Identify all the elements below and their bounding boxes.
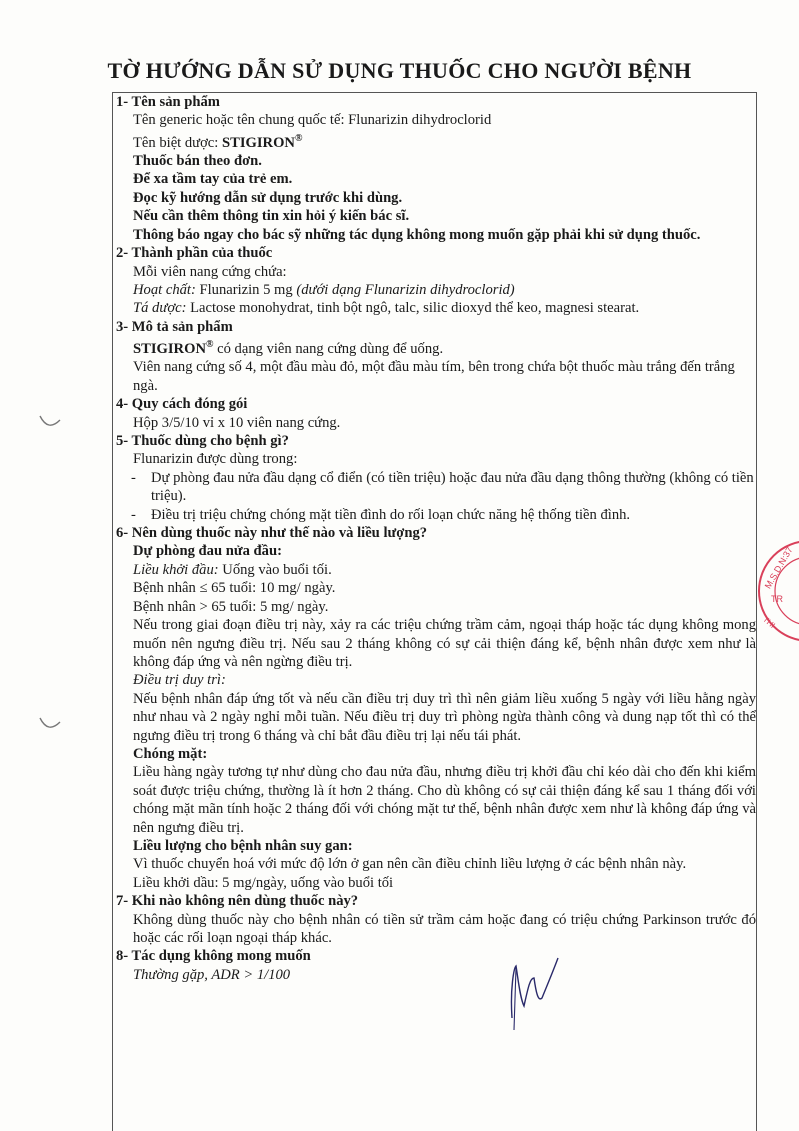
punch-mark-icon bbox=[36, 712, 66, 736]
leaflet-body bbox=[116, 93, 756, 984]
excipients-value: Lactose monohydrat, tinh bột ngô, talc, silic dioxyd thể keo, magnesi stearat. bbox=[186, 300, 640, 317]
warning-prescription: Thuốc bán theo đơn. bbox=[133, 153, 262, 170]
active-note: (dưới dạng Flunarizin dihydroclorid) bbox=[296, 281, 515, 298]
brand-name: STIGIRON bbox=[221, 134, 295, 151]
bullet-dash: - bbox=[131, 506, 136, 523]
section-8-heading: 8- Tác dụng không mong muốn bbox=[116, 948, 311, 965]
composition-intro: Mỗi viên nang cứng chứa: bbox=[133, 263, 287, 280]
section-4-heading: 4- Quy cách đóng gói bbox=[116, 396, 248, 413]
indication-item bbox=[116, 469, 756, 506]
vertigo-paragraph: Liều hàng ngày tương tự như dùng cho đau nửa đầu, nhưng điều trị khởi đầu chỉ kéo dài cho đến khi kiểm soát được triệu chứng, thường là ít hơn 2 tháng. Cho dù không có sự cải thiện đáng kể sau 1 tháng đối với chóng mặt mãn tính hoặc 2 tháng đối với chóng mặt tư thế, bệnh nhân được xem như là không đáp ứng và nên ngưng điều trị. bbox=[133, 764, 756, 836]
starting-dose bbox=[116, 561, 756, 579]
generic-name: Tên generic hoặc tên chung quốc tế: Flunarizin dihydroclorid bbox=[133, 112, 492, 129]
excipients bbox=[116, 299, 756, 317]
section-7-heading: 7- Khi nào không nên dùng thuốc này? bbox=[116, 893, 359, 910]
dose-under-65: Bệnh nhân ≤ 65 tuổi: 10 mg/ ngày. bbox=[133, 580, 336, 597]
description-line-1 bbox=[116, 336, 756, 358]
starting-dose-value: Uống vào buổi tối. bbox=[218, 561, 332, 578]
migraine-paragraph: Nếu trong giai đoạn điều trị này, xảy ra các triệu chứng trầm cảm, ngoại tháp hoặc tác dụng không mong muốn nên ngưng điều trị. Nếu sau 2 tháng không có sự cải thiện đáng kể, bệnh nhân được xem như là không đáp ứng và nên ngừng điều trị. bbox=[133, 617, 756, 670]
warning-read: Đọc kỹ hướng dẫn sử dụng trước khi dùng. bbox=[133, 189, 403, 206]
maintenance-paragraph: Nếu bệnh nhân đáp ứng tốt và nếu cần điều trị duy trì thì nên giảm liều xuống 5 ngày với liều hằng ngày như nhau và 2 ngày nghỉ mỗi tuần. Nếu điều trị duy trì phòng ngừa thành công và dung nạp tốt thì có thể ngưng điều trị trong 6 tháng và chỉ bắt đầu điều trị lại nếu tái phát. bbox=[133, 690, 756, 744]
warning-children: Để xa tầm tay của trẻ em. bbox=[133, 171, 293, 188]
section-6-heading: 6- Nên dùng thuốc này như thế nào và liều lượng? bbox=[116, 525, 428, 542]
warning-ask-doctor: Nếu cần thêm thông tin xin hỏi ý kiến bác sĩ. bbox=[133, 208, 410, 225]
bullet-dash: - bbox=[131, 469, 136, 486]
vertigo-subheading: Chóng mặt: bbox=[133, 745, 208, 762]
indication-text: Điều trị triệu chứng chóng mặt tiền đình do rối loạn chức năng hệ thống tiền đình. bbox=[151, 506, 631, 523]
section-5-heading: 5- Thuốc dùng cho bệnh gì? bbox=[116, 433, 289, 450]
maintenance-label: Điều trị duy trì: bbox=[133, 672, 226, 689]
brand-name-line bbox=[116, 130, 756, 152]
excipients-label: Tá dược: bbox=[133, 300, 187, 317]
company-stamp-icon bbox=[749, 536, 799, 646]
brand-name: STIGIRON bbox=[133, 341, 206, 357]
hepatic-paragraph: Vì thuốc chuyển hoá với mức độ lớn ở gan nên cần điều chỉnh liều lượng ở các bệnh nhân này. bbox=[133, 856, 687, 873]
active-value: Flunarizin 5 mg bbox=[195, 281, 297, 298]
active-ingredient bbox=[116, 281, 756, 299]
brand-name-label: Tên biệt dược: bbox=[133, 134, 222, 151]
punch-mark-icon bbox=[36, 410, 66, 434]
section-3-heading: 3- Mô tả sản phẩm bbox=[116, 318, 233, 335]
packaging: Hộp 3/5/10 vỉ x 10 viên nang cứng. bbox=[133, 414, 341, 431]
svg-text:M.S.D.N:37: M.S.D.N:37 bbox=[762, 545, 795, 591]
hepatic-subheading: Liều lượng cho bệnh nhân suy gan: bbox=[133, 837, 353, 854]
registered-mark: ® bbox=[206, 339, 214, 351]
svg-text:TR: TR bbox=[771, 594, 783, 604]
document-title: TỜ HƯỚNG DẪN SỬ DỤNG THUỐC CHO NGƯỜI BỆNH bbox=[107, 58, 692, 83]
migraine-subheading: Dự phòng đau nửa đầu: bbox=[133, 543, 282, 560]
hepatic-dose: Liều khởi dầu: 5 mg/ngày, uống vào buổi tối bbox=[133, 874, 394, 891]
dose-over-65: Bệnh nhân > 65 tuổi: 5 mg/ ngày. bbox=[133, 598, 329, 615]
starting-dose-label: Liều khởi đầu: bbox=[133, 561, 219, 578]
active-label: Hoạt chất: bbox=[133, 281, 196, 298]
indication-text: Dự phòng đau nửa đầu dạng cổ điển (có tiền triệu) hoặc đau nửa đầu dạng thông thường (không có tiền triệu). bbox=[151, 469, 754, 505]
section-2-heading: 2- Thành phần của thuốc bbox=[116, 245, 273, 262]
signature-icon bbox=[500, 948, 570, 1038]
description-line-2: Viên nang cứng số 4, một đầu màu đỏ, một đầu màu tím, bên trong chứa bột thuốc màu trắng đến trắng ngà. bbox=[133, 359, 735, 394]
adverse-common: Thường gặp, ADR > 1/100 bbox=[133, 966, 291, 983]
svg-text:THI: THI bbox=[761, 614, 777, 630]
description-rest: có dạng viên nang cứng dùng để uống. bbox=[213, 341, 444, 357]
section-1-heading: 1- Tên sản phẩm bbox=[116, 94, 220, 110]
warning-report: Thông báo ngay cho bác sỹ những tác dụng không mong muốn gặp phải khi sử dụng thuốc. bbox=[133, 226, 701, 243]
indications-intro: Flunarizin được dùng trong: bbox=[133, 451, 298, 468]
contraindications: Không dùng thuốc này cho bệnh nhân có tiền sử trầm cảm hoặc đang có triệu chứng Parkinson trước đó hoặc các rối loạn ngoại tháp khác. bbox=[133, 911, 756, 946]
indication-item bbox=[116, 506, 756, 524]
registered-mark: ® bbox=[294, 132, 303, 144]
